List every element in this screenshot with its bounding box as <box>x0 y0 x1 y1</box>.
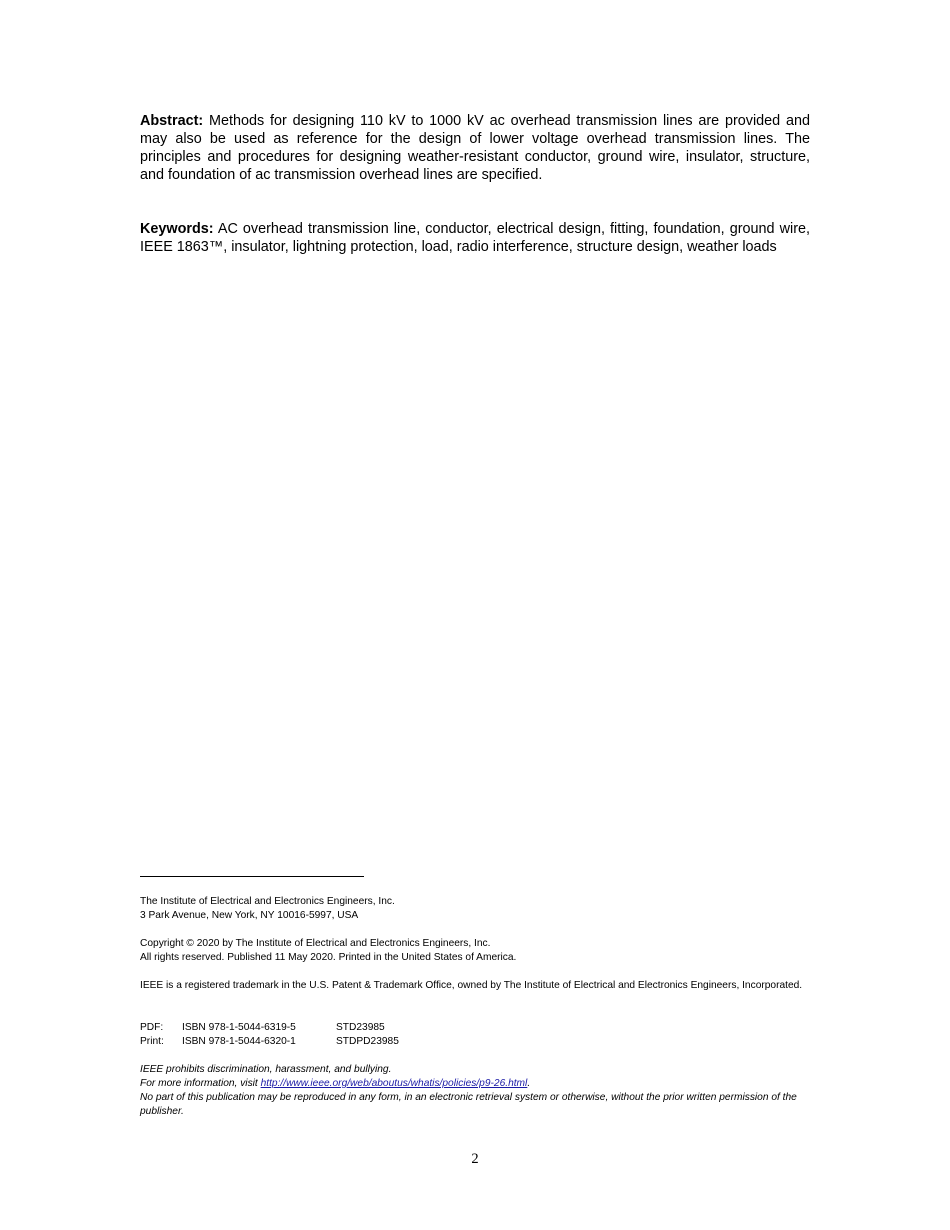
more-info-line <box>140 1077 812 1091</box>
policy-notice <box>140 1063 812 1119</box>
isbn-number: ISBN 978-1-5044-6319-5 <box>182 1022 296 1033</box>
publisher-address: 3 Park Avenue, New York, NY 10016-5997, USA <box>140 910 359 921</box>
keywords-text: AC overhead transmission line, conductor, electrical design, fitting, foundation, ground wire, IEEE 1863™, insulator, lightning protection, load, radio interference, structure design, weather loads <box>140 221 810 255</box>
reproduction-notice: No part of this publication may be reproduced in any form, in an electronic retrieval system or otherwise, without the prior written permission of the publisher. <box>140 1092 797 1117</box>
publisher-block <box>140 895 812 923</box>
isbn-number: ISBN 978-1-5044-6320-1 <box>182 1036 296 1047</box>
copyright-line: Copyright © 2020 by The Institute of Electrical and Electronics Engineers, Inc. <box>140 938 491 949</box>
abstract-label: Abstract: <box>140 113 204 129</box>
more-info-suffix: . <box>527 1078 531 1089</box>
publisher-name: The Institute of Electrical and Electronics Engineers, Inc. <box>140 896 395 907</box>
page-number: 2 <box>471 1151 479 1167</box>
isbn-code: STD23985 <box>336 1022 385 1033</box>
trademark-notice: IEEE is a registered trademark in the U.S. Patent & Trademark Office, owned by The Institute of Electrical and Electronics Engineers, Incorporated. <box>140 980 803 991</box>
isbn-row-print <box>140 1035 812 1049</box>
copyright-block <box>140 937 812 965</box>
policy-link[interactable]: http://www.ieee.org/web/aboutus/whatis/policies/p9-26.html <box>260 1078 528 1089</box>
abstract-paragraph <box>140 112 810 184</box>
footnote-divider <box>140 876 364 877</box>
isbn-format: Print: <box>140 1036 164 1047</box>
keywords-paragraph <box>140 220 810 256</box>
abstract-text: Methods for designing 110 kV to 1000 kV ac overhead transmission lines are provided and may also be used as reference for the design of lower voltage overhead transmission lines. The principles and procedures for designing weather-resistant conductor, ground wire, insulator, structure, and foundation of ac transmission overhead lines are specified. <box>140 113 811 183</box>
isbn-row-pdf <box>140 1021 812 1035</box>
discrimination-policy-line: IEEE prohibits discrimination, harassment, and bullying. <box>140 1064 392 1075</box>
rights-line: All rights reserved. Published 11 May 2020. Printed in the United States of America. <box>140 952 517 963</box>
keywords-label: Keywords: <box>140 221 214 237</box>
more-info-prefix: For more information, visit <box>140 1078 261 1089</box>
isbn-table <box>140 1021 812 1049</box>
isbn-code: STDPD23985 <box>336 1036 399 1047</box>
isbn-format: PDF: <box>140 1022 164 1033</box>
